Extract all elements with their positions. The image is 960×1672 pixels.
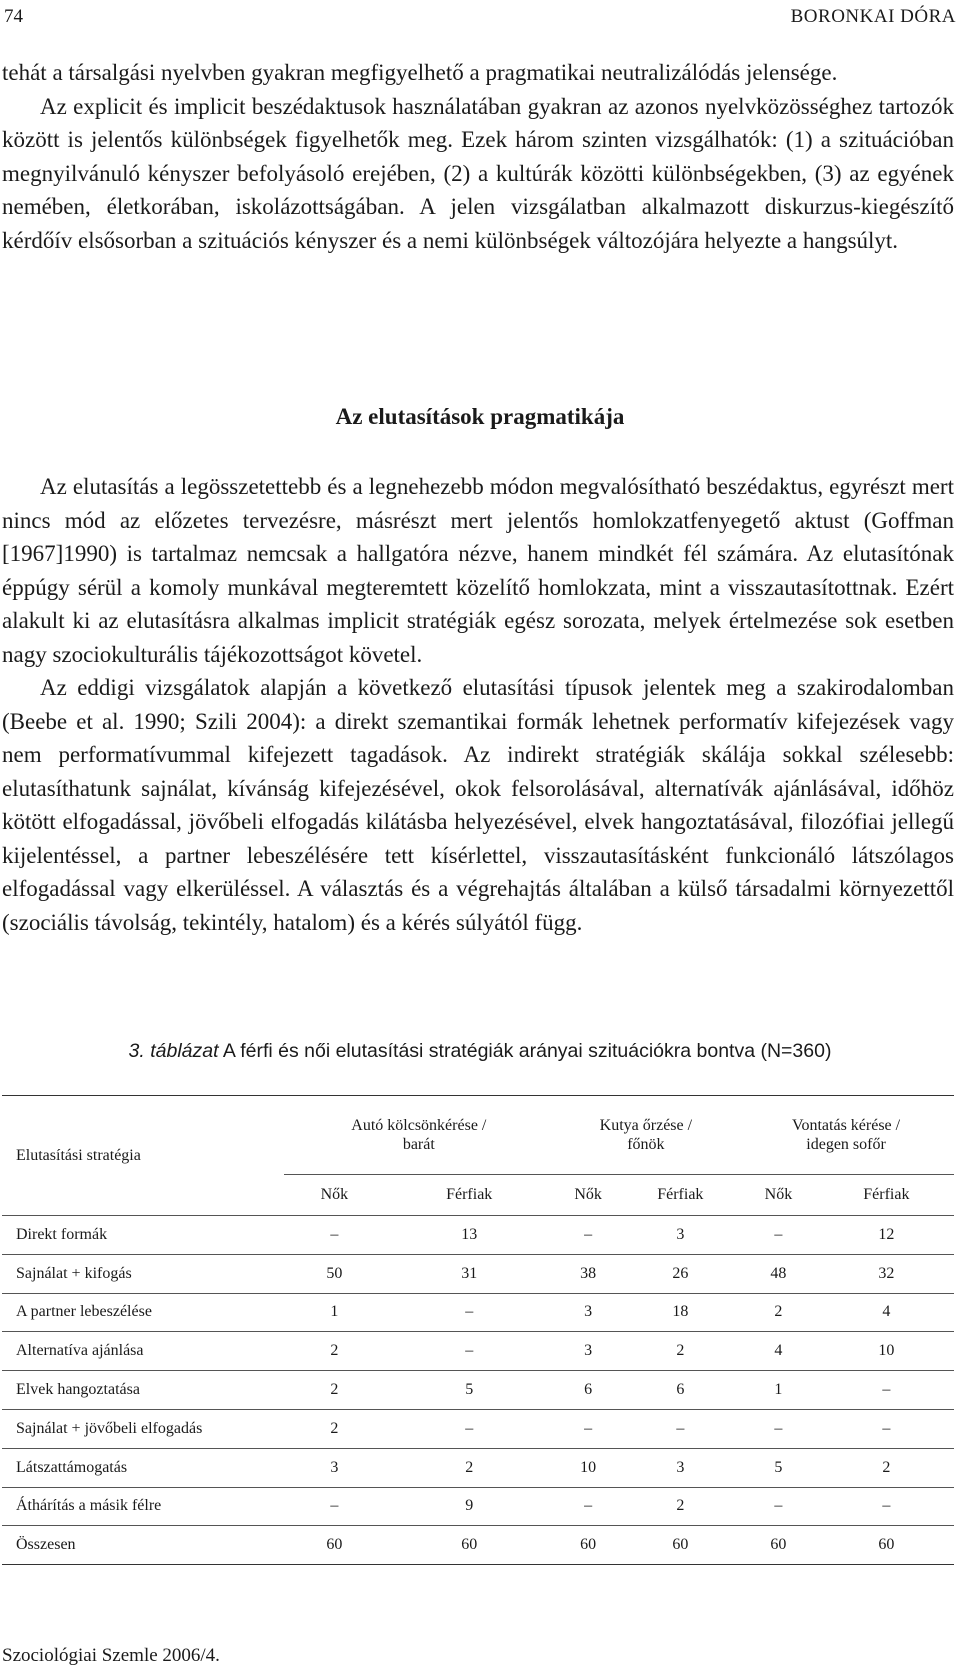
intro-text [2, 56, 954, 257]
table-cell: 50 [284, 1254, 385, 1293]
row-label: Sajnálat + jövőbeli elfogadás [2, 1409, 284, 1448]
subheader-cell: Nők [738, 1175, 819, 1216]
table-row [2, 1526, 954, 1565]
table-cell: 3 [554, 1332, 623, 1371]
table-cell: – [385, 1409, 554, 1448]
table-row [2, 1448, 954, 1487]
table-cell: 3 [284, 1448, 385, 1487]
table-cell: 2 [819, 1448, 954, 1487]
table-cell: 10 [554, 1448, 623, 1487]
table-cell: – [554, 1487, 623, 1526]
subheader-cell: Nők [284, 1175, 385, 1216]
table-cell: 2 [284, 1409, 385, 1448]
table-cell: 4 [738, 1332, 819, 1371]
table-caption-label: 3. táblázat [128, 1040, 219, 1062]
table-row [2, 1409, 954, 1448]
page-header [4, 6, 956, 32]
table-header-row [2, 1096, 954, 1175]
group-header [738, 1096, 954, 1175]
row-label: Elvek hangoztatása [2, 1371, 284, 1410]
group-header-line: Vontatás kérése / [791, 1117, 901, 1134]
table-caption-text: A férfi és női elutasítási stratégiák arányai szituációkra bontva (N=360) [218, 1040, 832, 1062]
table-row [2, 1293, 954, 1332]
table-row [2, 1332, 954, 1371]
section-paragraph-1: Az elutasítás a legösszetettebb és a legnehezebb módon megvalósítható beszédaktus, egyrészt mert nincs mód az előzetes tervezésre, másrészt mert jelentős homlokzatfenyegető aktust (Goffman [1967]1990) is tartalmaz nemcsak a hallgatóra nézve, hanem mindkét fél számára. Az elutasítónak éppúgy sérül a komoly munkával megteremtett közelítő homlokzata, mint a visszautasítottnak. Ezért alakult ki az elutasításra alkalmas implicit stratégiák egész sorozata, melyek értelmezése sok esetben nagy szociokulturális tájékozottságot követel. [2, 474, 954, 667]
table-cell: – [623, 1409, 739, 1448]
strategy-column-header: Elutasítási stratégia [2, 1096, 284, 1216]
subheader-cell: Férfiak [623, 1175, 739, 1216]
table-cell: – [819, 1371, 954, 1410]
row-label: A partner lebeszélése [2, 1293, 284, 1332]
table-cell: – [819, 1409, 954, 1448]
strategy-table [2, 1095, 954, 1565]
table-cell: 1 [284, 1293, 385, 1332]
section-title: Az elutasítások pragmatikája [335, 404, 625, 429]
table-cell: – [554, 1409, 623, 1448]
table-cell: 2 [623, 1487, 739, 1526]
table-cell: 13 [385, 1216, 554, 1255]
group-header-line: Autó kölcsönkérése / [351, 1117, 487, 1134]
group-header-line: Kutya őrzése / [599, 1117, 693, 1134]
group-header [284, 1096, 554, 1175]
row-label: Alternatíva ajánlása [2, 1332, 284, 1371]
section-paragraph-2: Az eddigi vizsgálatok alapján a következő elutasítási típusok jelentek meg a szakirodalomban (Beebe et al. 1990; Szili 2004): a direkt szemantikai formák lehetnek performatív kifejezések vagy nem performatívummal kifejezett tagadások. Az indirekt stratégiák skálája sokkal szélesebb: elutasíthatunk sajnálat, kívánság kifejezésével, okok felsorolásával, alternatívák ajánlásával, időhöz kötött elfogadással, jövőbeli elfogadás kilátásba helyezésével, elvek hangoztatásával, filozófiai jellegű kijelentéssel, a partner lebeszélésére tett kísérlettel, visszautasításként funkcionáló látszólagos elfogadással vagy elkerüléssel. A választás és a végrehajtás általában a külső társadalmi környezettől (szociális távolság, tekintély, hatalom) és a kérés súlyától függ. [2, 675, 954, 935]
table-row [2, 1216, 954, 1255]
table-caption [0, 1040, 960, 1063]
table-cell: – [284, 1216, 385, 1255]
table-cell: 48 [738, 1254, 819, 1293]
table-cell: 60 [770, 1536, 787, 1554]
subheader-cell: Nők [554, 1175, 623, 1216]
table-row [2, 1254, 954, 1293]
table-cell: – [385, 1293, 554, 1332]
table-cell: 2 [623, 1332, 739, 1371]
table-cell: – [385, 1332, 554, 1371]
table-cell: – [284, 1487, 385, 1526]
table-cell: 2 [284, 1371, 385, 1410]
table-cell: 60 [878, 1536, 895, 1554]
table-cell: 3 [554, 1293, 623, 1332]
row-label: Összesen [16, 1536, 76, 1554]
table-cell: 5 [385, 1371, 554, 1410]
table-cell: 60 [326, 1536, 343, 1554]
subheader-cell: Férfiak [819, 1175, 954, 1216]
table-cell: 2 [385, 1448, 554, 1487]
running-head-author: BORONKAI DÓRA [790, 6, 956, 27]
row-label: Direkt formák [2, 1216, 284, 1255]
table-cell: – [738, 1409, 819, 1448]
table-cell: 38 [554, 1254, 623, 1293]
table-cell: – [554, 1216, 623, 1255]
table-cell: 6 [554, 1371, 623, 1410]
table-cell: 5 [738, 1448, 819, 1487]
table-cell: 2 [738, 1293, 819, 1332]
table-cell: – [819, 1487, 954, 1526]
table-cell: 4 [819, 1293, 954, 1332]
table-cell: 60 [672, 1536, 689, 1554]
subheader-cell: Férfiak [385, 1175, 554, 1216]
table-cell: 6 [623, 1371, 739, 1410]
table-cell: 2 [284, 1332, 385, 1371]
section-body [2, 470, 954, 939]
journal-footer: Szociológiai Szemle 2006/4. [2, 1645, 220, 1666]
table-row [2, 1487, 954, 1526]
group-header-line: főnök [627, 1136, 665, 1153]
table-cell: 60 [461, 1536, 478, 1554]
row-label: Látszattámogatás [2, 1448, 284, 1487]
table-row [2, 1371, 954, 1410]
table-cell: 3 [623, 1448, 739, 1487]
table-cell: – [738, 1216, 819, 1255]
table-cell: 9 [385, 1487, 554, 1526]
table-cell: 1 [738, 1371, 819, 1410]
table-cell: 26 [623, 1254, 739, 1293]
group-header-line: idegen sofőr [806, 1136, 886, 1153]
table-cell: 32 [819, 1254, 954, 1293]
row-label: Sajnálat + kifogás [2, 1254, 284, 1293]
table-cell: 60 [580, 1536, 597, 1554]
intro-paragraph: Az explicit és implicit beszédaktusok használatában gyakran az azonos nyelvközösséghez tartozók között is jelentős különbségek figyelhetők meg. Ezek három szinten vizsgálhatók: (1) a szituációban megnyilvánuló kényszer befolyásoló erejében, (2) a kultúrák közötti különbségekben, (3) az egyének nemében, életkorában, iskolázottságában. A jelen vizsgálatban alkalmazott diskurzus-kiegészítő kérdőív elsősorban a szituációs kényszer és a nemi különbségek változójára helyezte a hangsúlyt. [2, 93, 954, 253]
table-cell: 3 [623, 1216, 739, 1255]
table-cell: 31 [385, 1254, 554, 1293]
group-header-line: barát [402, 1136, 435, 1153]
group-header [554, 1096, 738, 1175]
intro-continuation-paragraph: tehát a társalgási nyelvben gyakran megfigyelhető a pragmatikai neutralizálódás jelensége. [2, 60, 838, 85]
table-cell: 12 [819, 1216, 954, 1255]
table-body [2, 1216, 954, 1565]
table-cell: 18 [623, 1293, 739, 1332]
table-cell: 10 [819, 1332, 954, 1371]
page-number: 74 [4, 6, 23, 27]
table-cell: – [738, 1487, 819, 1526]
row-label: Áthárítás a másik félre [2, 1487, 284, 1526]
